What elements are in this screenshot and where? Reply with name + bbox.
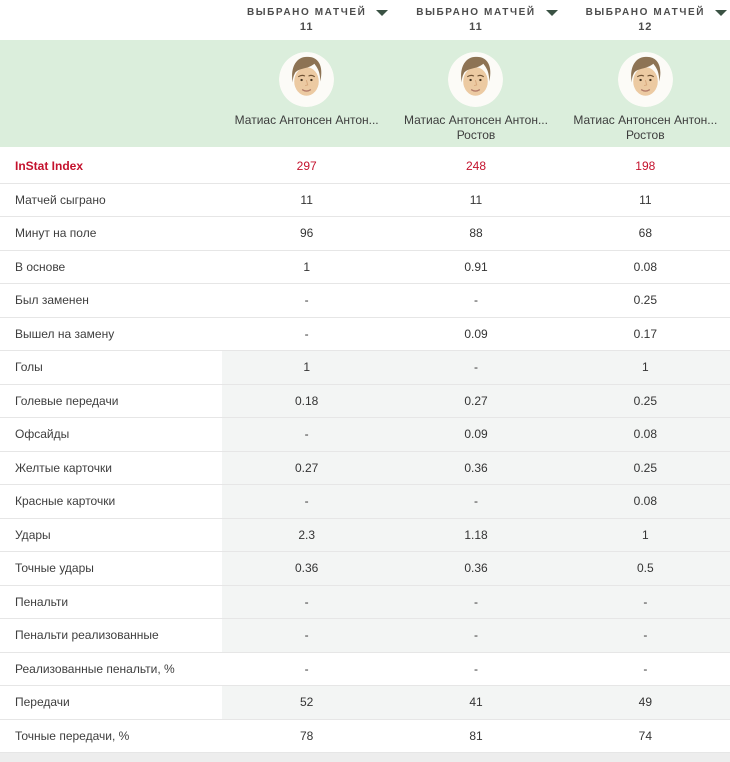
stat-label: Удары [15,527,51,542]
player-avatar [279,52,334,107]
table-row [0,418,730,452]
stat-value: 248 [465,159,486,174]
table-row [0,686,730,720]
stat-value: 0.18 [222,385,391,418]
stat-value: - [222,418,391,451]
stat-value: 1 [561,351,730,384]
table-row [0,150,730,184]
stat-value: 74 [638,728,652,743]
stat-value: 78 [299,728,314,743]
stat-value: 0.5 [561,552,730,585]
stat-value: 96 [299,226,314,241]
chevron-down-icon [546,10,558,16]
table-row [0,184,730,218]
stat-label: Офсайды [15,427,70,442]
matches-selector-label [416,6,535,20]
stat-value: - [391,351,560,384]
stat-value: 81 [469,728,483,743]
stat-value: - [304,661,309,676]
stat-value: 1 [561,519,730,552]
stat-value: 0.27 [222,452,391,485]
stat-value: - [391,586,560,619]
chevron-down-icon [376,10,388,16]
stats-table-body [0,150,730,753]
stat-value: 0.17 [633,326,657,341]
table-row [0,217,730,251]
stat-label: Реализованные пенальти, % [15,661,175,676]
matches-selector-label [586,6,705,20]
player-header-spacer [0,40,222,147]
stat-value: 2.3 [222,519,391,552]
matches-selector-label-text: ВЫБРАНО МАТЧЕЙ [416,7,536,18]
selected-matches-count: 11 [469,21,483,33]
stat-value: - [473,293,478,308]
stat-label: Матчей сыграно [15,192,106,207]
stat-label: Минут на поле [15,226,97,241]
stat-value: - [561,586,730,619]
table-row [0,452,730,486]
stat-value: - [222,619,391,652]
table-row [0,485,730,519]
stat-label: Вышел на замену [15,326,115,341]
player-column-1 [222,40,391,147]
player-avatar [448,52,503,107]
stat-label: Красные карточки [15,494,116,509]
stat-value: 41 [391,686,560,719]
table-row [0,720,730,754]
stat-value: 0.36 [222,552,391,585]
stat-value: - [222,586,391,619]
stat-value: 11 [639,192,652,207]
matches-selector-3[interactable] [561,6,730,34]
matches-selector-bar [0,0,730,40]
stat-value: - [222,485,391,518]
stat-value: 68 [638,226,652,241]
matches-selector-2[interactable] [391,6,560,34]
stat-value: 0.27 [391,385,560,418]
player-column-2 [391,40,560,147]
stat-label: Был заменен [15,293,89,308]
stat-value: 0.25 [633,293,657,308]
player-name: Матиас Антонсен Антон... [234,113,379,127]
matches-selector-label-text: ВЫБРАНО МАТЧЕЙ [246,7,367,18]
stat-label: В основе [15,259,66,274]
stat-label: Голевые передачи [15,393,119,408]
stat-value: 198 [635,159,656,174]
stat-value: 0.25 [561,452,730,485]
stat-value: 11 [300,192,313,207]
stat-value: - [391,619,560,652]
selected-matches-count: 11 [299,21,314,33]
stat-value: 0.08 [633,259,657,274]
stat-value: 1 [303,259,310,274]
stat-label: InStat Index [15,159,84,174]
stat-value: - [643,661,648,676]
stat-value: 0.91 [464,259,488,274]
player-avatar [618,52,673,107]
stat-value: - [561,619,730,652]
stat-label: Желтые карточки [15,460,112,475]
stat-value: 11 [469,192,483,207]
stat-value: 297 [296,159,317,174]
table-row [0,519,730,553]
table-row [0,318,730,352]
player-team: Ростов [456,128,496,142]
stat-value: 88 [469,226,483,241]
stat-value: 0.36 [391,452,560,485]
table-row [0,251,730,285]
player-name: Матиас Антонсен Антон... [573,113,718,127]
stat-value: - [304,293,309,308]
stat-value: 0.09 [391,418,560,451]
stat-value: 52 [222,686,391,719]
player-column-3 [561,40,730,147]
stat-label: Пенальти [15,594,69,609]
player-header-band [0,40,730,147]
table-row [0,284,730,318]
next-row-cutoff-strip [0,753,730,762]
stat-value: - [473,661,478,676]
stat-label: Голы [15,360,43,375]
stat-value: 0.25 [561,385,730,418]
stat-label: Точные удары [15,561,94,576]
stat-value: 0.09 [464,326,488,341]
table-row [0,552,730,586]
stat-value: 0.36 [391,552,560,585]
table-row [0,586,730,620]
stat-value: - [304,326,309,341]
matches-selector-label-text: ВЫБРАНО МАТЧЕЙ [585,7,706,18]
table-row [0,351,730,385]
stat-value: - [391,485,560,518]
stat-value: 1.18 [391,519,560,552]
stat-value: 49 [561,686,730,719]
stat-label: Передачи [15,695,70,710]
player-team: Ростов [626,128,665,142]
stat-value: 1 [222,351,391,384]
selected-matches-count: 12 [638,21,653,33]
player-name: Матиас Антонсен Антон... [404,113,548,127]
stat-value: 0.08 [561,485,730,518]
chevron-down-icon [715,10,727,16]
stat-label: Пенальти реализованные [15,628,159,643]
table-row [0,653,730,687]
stat-value: 0.08 [561,418,730,451]
table-row [0,619,730,653]
matches-selector-label [247,6,366,20]
stat-label: Точные передачи, % [15,728,130,743]
matches-selector-1[interactable] [222,6,391,34]
table-row [0,385,730,419]
